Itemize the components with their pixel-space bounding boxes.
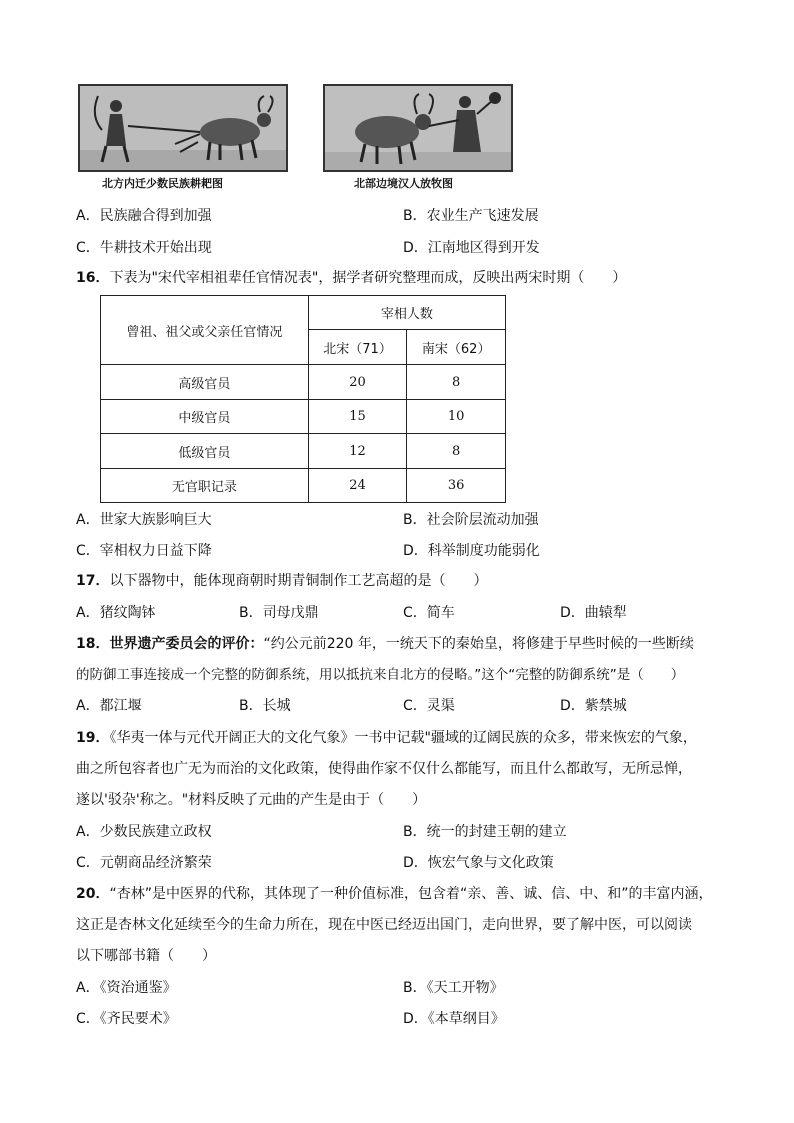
option-text: 少数民族建立政权 xyxy=(99,824,212,840)
option-text: 民族融合得到加强 xyxy=(99,208,212,224)
q18-option-c[interactable] xyxy=(403,696,455,716)
table-row-header: 曾祖、祖父或父亲任官情况 xyxy=(101,296,309,365)
table-row xyxy=(101,400,506,434)
south-value: 36 xyxy=(407,469,506,503)
q15-option-c[interactable] xyxy=(76,238,212,258)
north-value: 15 xyxy=(308,400,407,434)
q19-stem-line-1 xyxy=(76,728,697,748)
north-value: 20 xyxy=(308,365,407,400)
south-value: 8 xyxy=(407,434,506,469)
option-text: 社会阶层流动加强 xyxy=(426,512,539,528)
q16-option-d[interactable] xyxy=(403,541,540,561)
question-number: 17． xyxy=(76,573,110,589)
option-text: 都江堰 xyxy=(99,698,142,714)
table-col-south: 南宋（62） xyxy=(407,330,506,365)
q18-stem-line-1 xyxy=(76,634,694,654)
option-letter: D． xyxy=(560,605,585,621)
q15-option-d[interactable] xyxy=(403,238,540,258)
q20-option-d[interactable] xyxy=(403,1009,505,1029)
option-text: 司母戊鼎 xyxy=(262,605,319,621)
q18-option-b[interactable] xyxy=(239,696,291,716)
q19-stem-line-2: 曲之所包容者也广无为而治的文化政策，使得曲作家不仅什么都能写，而且什么都敢写，无所忌惮， xyxy=(76,761,692,777)
q20-option-b[interactable] xyxy=(403,978,504,998)
row-label: 中级官员 xyxy=(101,400,309,434)
option-text: 科举制度功能弱化 xyxy=(427,543,540,559)
option-text: 长城 xyxy=(262,698,291,714)
option-letter: A． xyxy=(76,512,100,528)
q19-stem-line-3: 遂以'驳杂'称之。"材料反映了元曲的产生是由于（ ） xyxy=(76,792,427,808)
q20-stem-line-2: 这正是杏林文化延续至今的生命力所在，现在中医已经迈出国门，走向世界，要了解中医，可以阅读 xyxy=(76,917,692,933)
option-letter: C． xyxy=(76,855,100,871)
right-illustration xyxy=(323,84,513,172)
question-number: 19． xyxy=(76,730,110,746)
left-image-caption: 北方内迁少数民族耕耙图 xyxy=(102,177,223,190)
left-illustration xyxy=(78,84,288,172)
row-label: 高级官员 xyxy=(101,365,309,400)
q20-stem-line-3: 以下哪部书籍（ ） xyxy=(76,948,216,964)
option-text: 农业生产飞速发展 xyxy=(426,208,539,224)
option-text: 曲辕犁 xyxy=(584,605,627,621)
option-text: 宰相权力日益下降 xyxy=(99,543,212,559)
option-letter: B． xyxy=(403,512,427,528)
q20-option-a[interactable] xyxy=(76,978,177,998)
option-text: 灵渠 xyxy=(426,698,455,714)
option-letter: D． xyxy=(403,1011,428,1027)
q20-stem-line-1 xyxy=(76,884,713,904)
q19-option-c[interactable] xyxy=(76,853,212,873)
option-text: 统一的封建王朝的建立 xyxy=(426,824,567,840)
q18-option-d[interactable] xyxy=(560,696,627,716)
q18-option-a[interactable] xyxy=(76,696,142,716)
option-text: 紫禁城 xyxy=(584,698,627,714)
q17-option-b[interactable] xyxy=(239,603,319,623)
north-value: 24 xyxy=(308,469,407,503)
question-text: “杏林”是中医界的代称，其体现了一种价值标准，包含着“亲、善、诚、信、中、和”的丰富内涵， xyxy=(109,886,713,902)
q20-option-c[interactable] xyxy=(76,1009,177,1029)
north-value: 12 xyxy=(308,434,407,469)
option-letter: C． xyxy=(403,698,427,714)
question-text: 以下器物中，能体现商朝时期青铜制作工艺高超的是（ ） xyxy=(109,573,488,589)
q19-option-a[interactable] xyxy=(76,822,212,842)
row-label: 无官职记录 xyxy=(101,469,309,503)
table-row xyxy=(101,365,506,400)
south-value: 8 xyxy=(407,365,506,400)
option-letter: B． xyxy=(239,605,263,621)
south-value: 10 xyxy=(407,400,506,434)
question-number: 20． xyxy=(76,886,110,902)
option-text: 《本草纲目》 xyxy=(427,1011,505,1027)
question-lead: 世界遗产委员会的评价： xyxy=(109,636,264,652)
option-letter: B． xyxy=(403,208,427,224)
option-text: 《天工开物》 xyxy=(426,980,504,996)
table-col-north: 北宋（71） xyxy=(308,330,407,365)
option-text: 《资治通鉴》 xyxy=(99,980,177,996)
option-letter: D． xyxy=(403,240,428,256)
option-text: 元朝商品经济繁荣 xyxy=(99,855,212,871)
option-letter: A． xyxy=(76,980,100,996)
q17-stem xyxy=(76,571,487,591)
q18-stem-line-2: 的防御工事连接成一个完整的防御系统，用以抵抗来自北方的侵略。”这个“完整的防御系统”是（ ） xyxy=(76,667,685,683)
option-text: 简车 xyxy=(426,605,455,621)
right-image-caption: 北部边境汉人放牧图 xyxy=(354,177,453,190)
option-text: 江南地区得到开发 xyxy=(427,240,540,256)
question-number: 16． xyxy=(76,270,110,286)
option-text: 《齐民要术》 xyxy=(99,1011,177,1027)
q16-option-a[interactable] xyxy=(76,510,212,530)
q16-option-b[interactable] xyxy=(403,510,539,530)
option-letter: A． xyxy=(76,698,100,714)
prime-minister-table xyxy=(100,295,506,503)
q17-option-c[interactable] xyxy=(403,603,455,623)
option-letter: C． xyxy=(76,1011,100,1027)
q15-option-a[interactable] xyxy=(76,206,212,226)
option-letter: C． xyxy=(76,543,100,559)
q15-option-b[interactable] xyxy=(403,206,539,226)
option-letter: C． xyxy=(76,240,100,256)
table-group-header: 宰相人数 xyxy=(308,296,505,330)
option-letter: D． xyxy=(403,543,428,559)
q16-stem xyxy=(76,268,626,288)
option-letter: B． xyxy=(403,980,427,996)
option-text: 牛耕技术开始出现 xyxy=(99,240,212,256)
option-letter: A． xyxy=(76,208,100,224)
option-letter: D． xyxy=(403,855,428,871)
row-label: 低级官员 xyxy=(101,434,309,469)
q19-option-b[interactable] xyxy=(403,822,567,842)
option-letter: A． xyxy=(76,605,100,621)
q19-option-d[interactable] xyxy=(403,853,554,873)
q16-option-c[interactable] xyxy=(76,541,212,561)
question-text: 《华夷一体与元代开阔正大的文化气象》一书中记载"疆域的辽阔民族的众多，带来恢宏的气象， xyxy=(109,730,697,746)
option-letter: B． xyxy=(403,824,427,840)
table-row xyxy=(101,434,506,469)
option-letter: B． xyxy=(239,698,263,714)
plowing-scene-picture xyxy=(80,86,286,170)
question-text: “约公元前220 年，一统天下的秦始皇，将修建于早些时候的一些断续 xyxy=(263,636,694,652)
q17-option-a[interactable] xyxy=(76,603,156,623)
question-number: 18． xyxy=(76,636,110,652)
option-text: 猪纹陶钵 xyxy=(99,605,156,621)
option-text: 世家大族影响巨大 xyxy=(99,512,212,528)
option-letter: C． xyxy=(403,605,427,621)
option-letter: D． xyxy=(560,698,585,714)
option-text: 恢宏气象与文化政策 xyxy=(427,855,554,871)
herding-scene-picture xyxy=(325,86,511,170)
option-letter: A． xyxy=(76,824,100,840)
question-text: 下表为"宋代宰相祖辈任官情况表"，据学者研究整理而成，反映出两宋时期（ ） xyxy=(109,270,627,286)
table-row xyxy=(101,469,506,503)
q17-option-d[interactable] xyxy=(560,603,627,623)
